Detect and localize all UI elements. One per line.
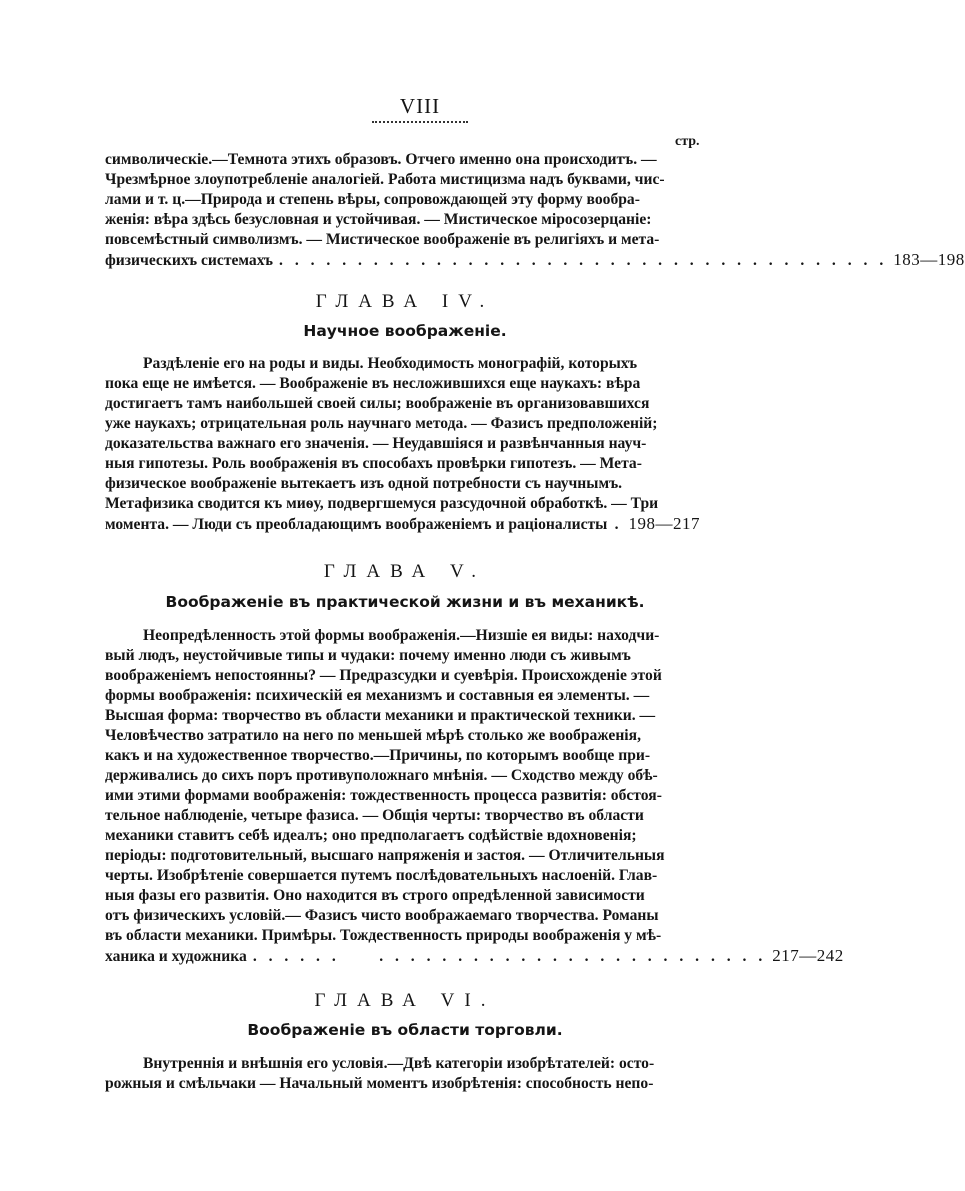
page-column-label: стр. bbox=[675, 134, 700, 149]
toc-line: періоды: подготовительный, высшаго напряженія и застоя. — Отличительныя bbox=[105, 847, 665, 864]
toc-leader-line bbox=[105, 250, 965, 271]
dot-leader: . . . . . . . . . . . . . . . . . . . . . . . . . . . . . . . . . . . . . . . bbox=[279, 252, 888, 269]
toc-line: держивались до сихъ поръ противуположнаго мнѣнія. — Сходство между обѣ- bbox=[105, 767, 658, 784]
dot-leader: . bbox=[614, 516, 623, 533]
chapter-heading: ГЛАВА VI. bbox=[314, 990, 496, 1011]
toc-line: Внутреннія и внѣшнія его условія.—Двѣ категоріи изобрѣтателей: осто- bbox=[143, 1055, 655, 1072]
toc-line: доказательства важнаго его значенія. — Неудавшіяся и развѣнчанныя науч- bbox=[105, 435, 647, 452]
toc-line: черты. Изобрѣтеніе совершается путемъ послѣдовательныхъ наслоеній. Глав- bbox=[105, 867, 658, 884]
toc-line: момента. — Люди съ преобладающимъ воображеніемъ и раціоналисты bbox=[105, 516, 608, 533]
toc-line: ныя фазы его развитія. Оно находится въ строго опредѣленной зависимости bbox=[105, 887, 645, 904]
toc-line: отъ физическихъ условій.— Фазисъ чисто воображаемаго творчества. Романы bbox=[105, 907, 659, 924]
toc-line: лами и т. ц.—Природа и степень вѣры, сопровождающей эту форму вообра- bbox=[105, 191, 640, 208]
toc-line: Метафизика сводится къ миѳу, подвергшемуся разсудочной обработкѣ. — Три bbox=[105, 495, 659, 512]
dot-leader: . . . . . . . . . . . . . . . . . . . . . . . . . . . . . . . bbox=[252, 948, 767, 965]
toc-line: физическое воображеніе вытекаетъ изъ одной потребности съ научнымъ. bbox=[105, 475, 623, 492]
toc-line: какъ и на художественное творчество.—Причины, по которымъ вообще при- bbox=[105, 747, 651, 764]
toc-entry-chapter-6 bbox=[105, 1054, 700, 1094]
toc-line: ныя гипотезы. Роль воображенія въ способахъ провѣрки гипотезъ. — Мета- bbox=[105, 455, 642, 472]
toc-line: вый людъ, неустойчивые типы и чудаки: почему именно люди съ живымъ bbox=[105, 647, 631, 664]
toc-line: уже наукахъ; отрицательная роль научнаго метода. — Фазисъ предположеній; bbox=[105, 415, 658, 432]
toc-line: тельное наблюденіе, четыре фазиса. — Общія черты: творчество въ области bbox=[105, 807, 644, 824]
toc-line: повсемѣстный символизмъ. — Мистическое воображеніе въ религіяхъ и мета- bbox=[105, 231, 660, 248]
toc-line: механики ставитъ себѣ идеалъ; оно предполагаетъ содѣйствіе вдохновенія; bbox=[105, 827, 637, 844]
toc-line: Высшая форма: творчество въ области механики и практической техники. — bbox=[105, 707, 656, 724]
page-range: 198—217 bbox=[628, 514, 700, 533]
toc-line: формы воображенія: психическій ея механизмъ и составныя ея элементы. — bbox=[105, 687, 650, 704]
chapter-title: Воображеніе въ практической жизни и въ механикѣ. bbox=[165, 593, 645, 611]
toc-leader-line bbox=[105, 514, 700, 535]
toc-entry-continuation bbox=[105, 150, 965, 271]
page-range: 217—242 bbox=[772, 946, 844, 965]
page-number: VIII bbox=[399, 94, 441, 118]
header-dotted-rule bbox=[372, 121, 468, 123]
toc-line: Человѣчество затратило на него по меньшей мѣрѣ столько же воображенія, bbox=[105, 727, 641, 744]
page-range: 183—198 bbox=[893, 250, 965, 269]
toc-line: въ области механики. Примѣры. Тождественность природы воображенія у мѣ- bbox=[105, 927, 662, 944]
toc-line: символическіе.—Темнота этихъ образовъ. Отчего именно она происходитъ. — bbox=[105, 151, 657, 168]
chapter-title: Воображеніе въ области торговли. bbox=[247, 1021, 563, 1039]
page-header bbox=[0, 94, 840, 123]
toc-leader-line bbox=[105, 946, 844, 967]
toc-line: Чрезмѣрное злоупотребленіе аналогіей. Работа мистицизма надъ буквами, чис- bbox=[105, 171, 665, 188]
chapter-title: Научное воображеніе. bbox=[303, 322, 507, 340]
toc-line: физическихъ системахъ bbox=[105, 252, 274, 269]
chapter-heading: ГЛАВА V. bbox=[323, 561, 487, 582]
toc-entry-chapter-4 bbox=[105, 354, 700, 535]
toc-line: Неопредѣленность этой формы воображенія.—Низшіе ея виды: находчи- bbox=[143, 627, 660, 644]
toc-line: пока еще не имѣется. — Воображеніе въ несложившихся еще наукахъ: вѣра bbox=[105, 375, 641, 392]
toc-entry-chapter-5 bbox=[105, 626, 844, 967]
toc-line: ими этими формами воображенія: тождественность процесса развитія: обстоя- bbox=[105, 787, 662, 804]
toc-line: ханика и художника bbox=[105, 948, 247, 965]
toc-line: рожныя и смѣльчаки — Начальный моментъ изобрѣтенія: способность непо- bbox=[105, 1075, 654, 1092]
chapter-heading: ГЛАВА IV. bbox=[315, 291, 495, 312]
toc-line: достигаетъ тамъ наибольшей своей силы; воображеніе въ организовавшихся bbox=[105, 395, 650, 412]
toc-line: воображеніемъ непостоянны? — Предразсудки и суевѣрія. Происхожденіе этой bbox=[105, 667, 662, 684]
toc-line: женія: вѣра здѣсь безусловная и устойчивая. — Мистическое міросозерцаніе: bbox=[105, 211, 652, 228]
toc-line: Раздѣленіе его на роды и виды. Необходимость монографій, которыхъ bbox=[143, 355, 638, 372]
